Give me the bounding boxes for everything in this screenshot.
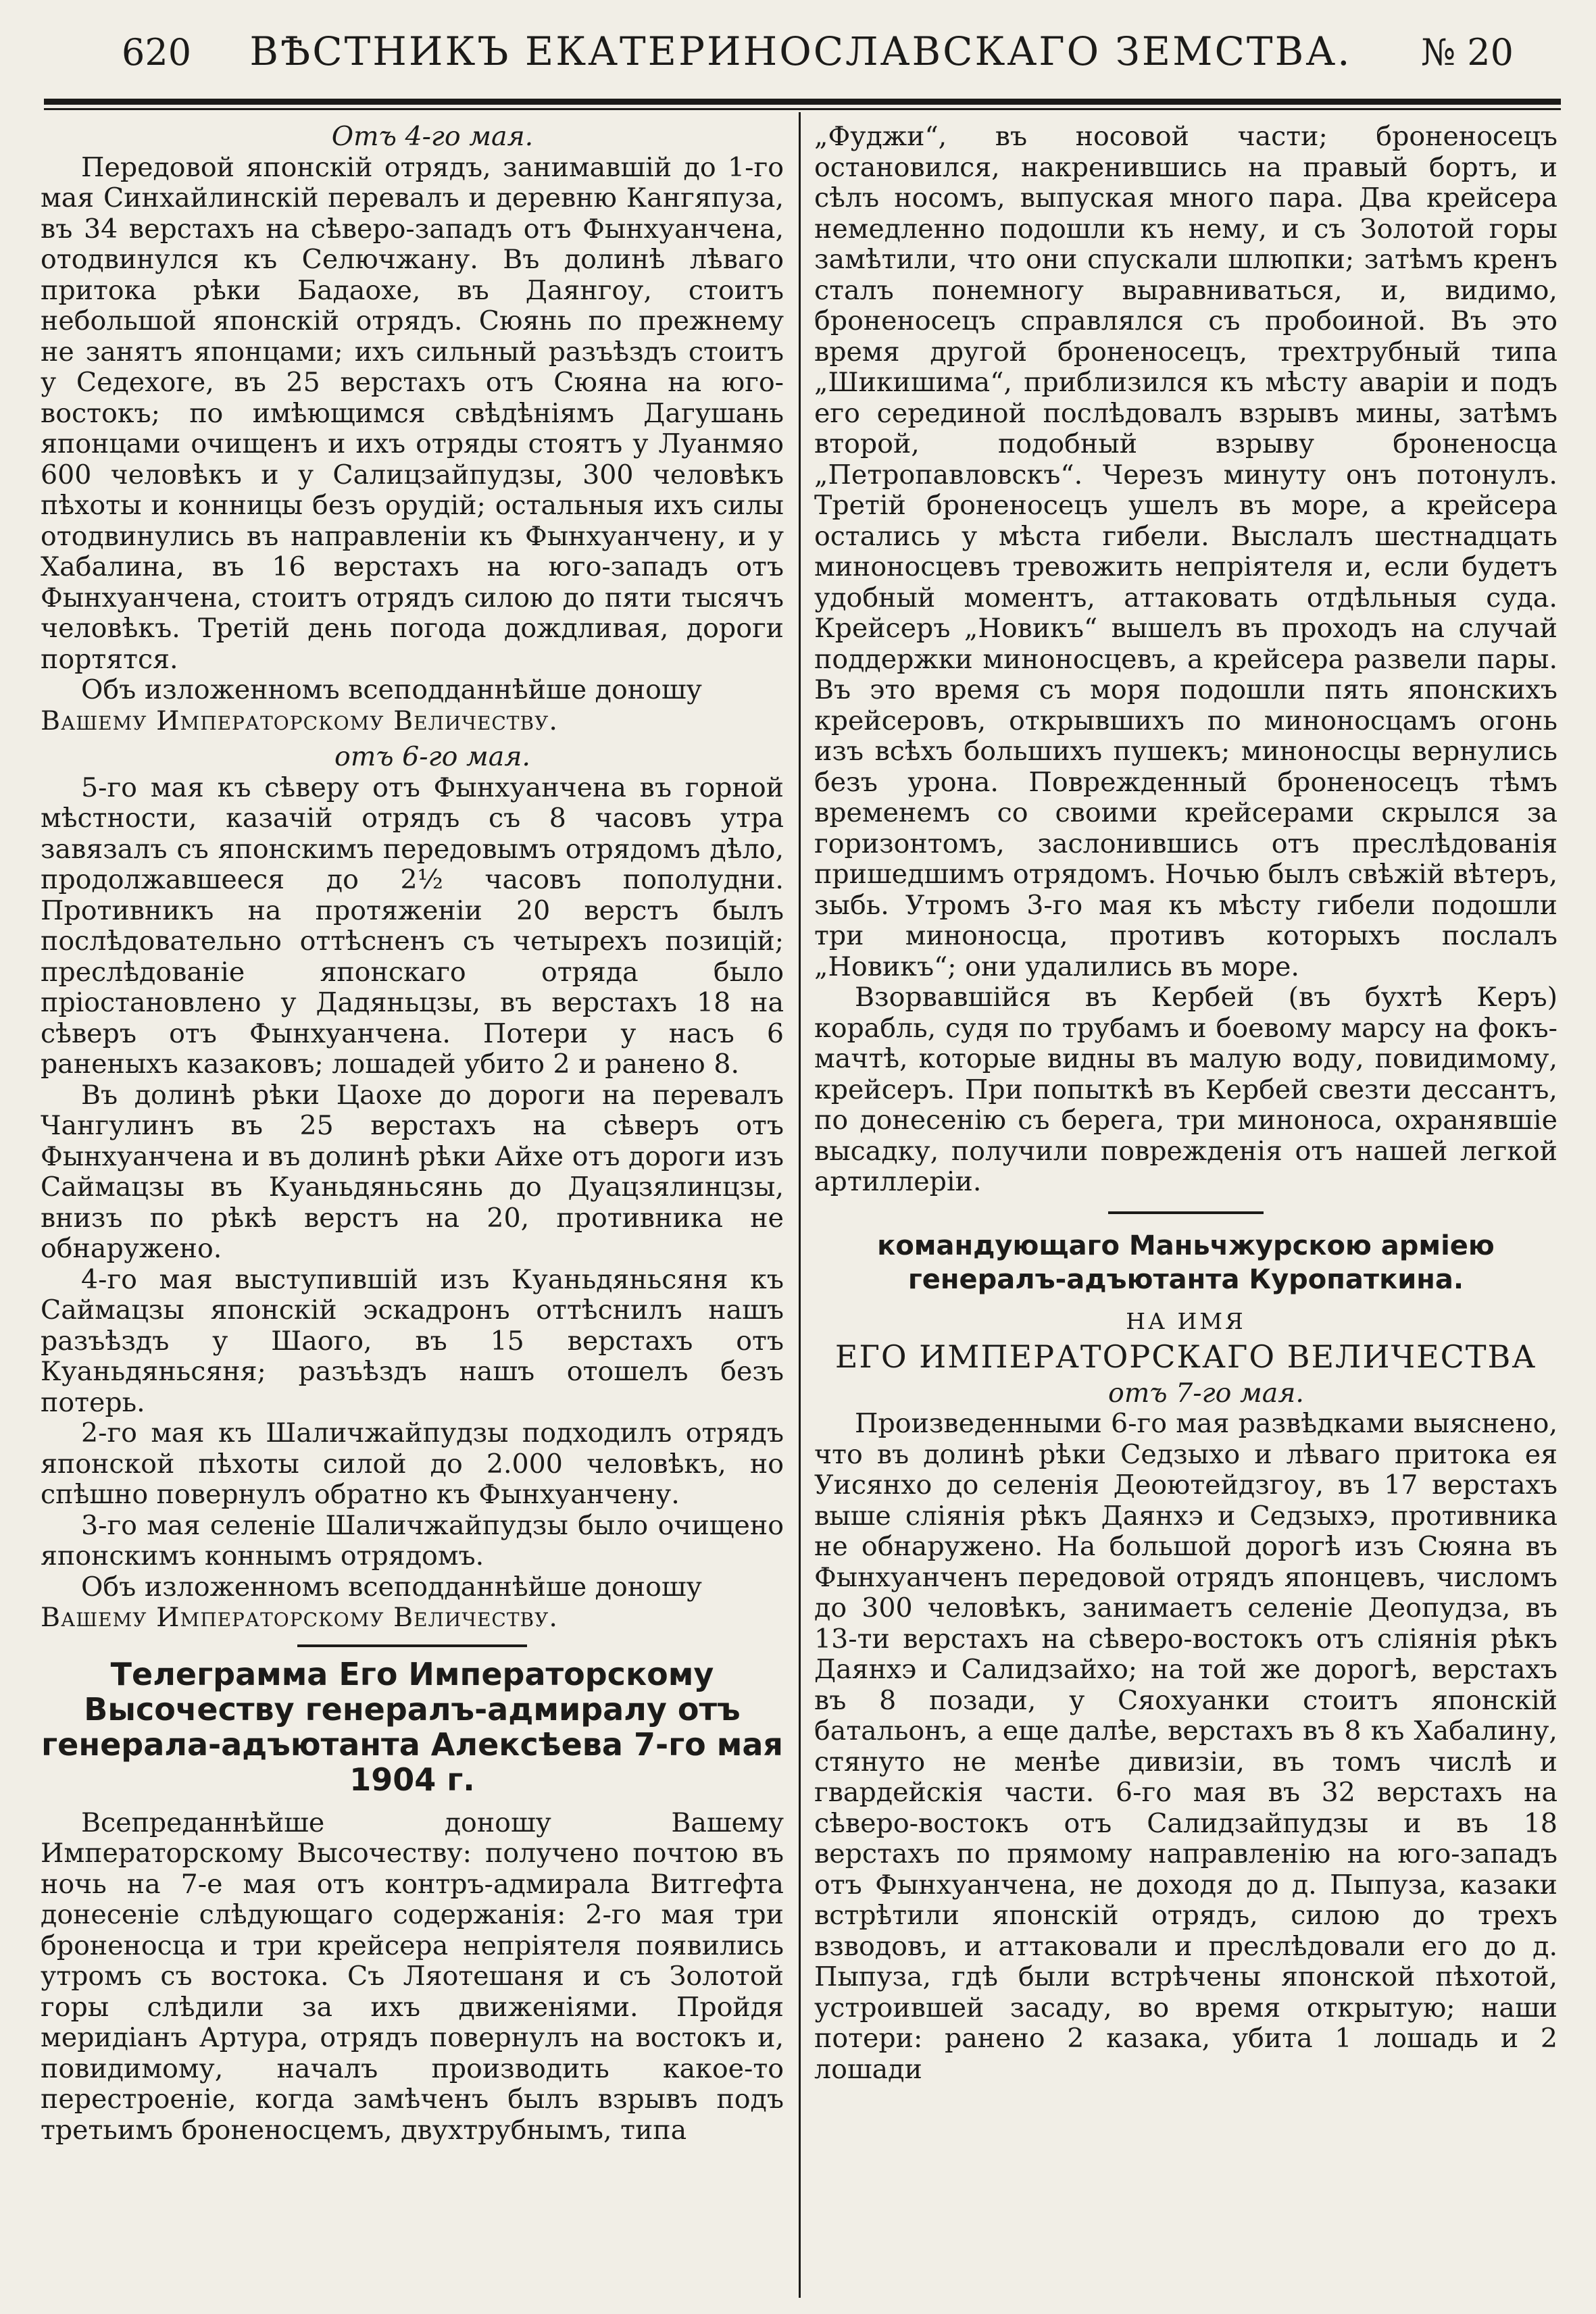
closing-line-1: Объ изложенномъ всеподданнѣйше доношу <box>81 674 702 705</box>
signature-majesty-2: Вашему Императорскому Величеству. <box>41 1602 558 1633</box>
date-may-4: Отъ 4-го мая. <box>331 121 534 152</box>
date-may-7: отъ 7-го мая. <box>1108 1377 1304 1409</box>
kuropatkin-heading: командующаго Маньчжурскою арміею генералъ-адъютанта Куропаткина. <box>877 1230 1495 1295</box>
section-separator <box>297 1644 527 1647</box>
column-divider <box>799 112 801 2298</box>
report-may-6-p4: 2-го мая къ Шаличжайпудзы подходилъ отрядъ японской пѣхоты силой до 2.000 человѣкъ, но спѣшно повернулъ обратно къ Фынхуанчену. <box>41 1417 784 1510</box>
report-may-6-p5: 3-го мая селеніе Шаличжайпудзы было очищено японскимъ коннымъ отрядомъ. <box>41 1509 784 1571</box>
date-may-6: отъ 6-го мая. <box>334 741 530 772</box>
signature-majesty-1: Вашему Императорскому Величеству. <box>41 705 558 736</box>
report-may-7: Произведенными 6-го мая развѣдками выяснено, что въ долинѣ рѣки Седзыхо и лѣваго притока ея Уисянхо до селенія Деоютейдзгоу, въ 17 верстахъ выше слiянія рѣкъ Даянхэ и Седзыхэ, противника не обнаружено. На большой дорогѣ изъ Сюяна въ Фынхуанченъ передовой отрядъ японцевъ, числомъ до 300 человѣкъ, занимаетъ селеніе Деопудза, въ 13-ти верстахъ на сѣверо-востокъ отъ слiянія рѣкъ Даянхэ и Салидзайхо; на той же дорогѣ, верстахъ въ 8 позади, у Сяохуанки стоитъ японскій батальонъ, а еще далѣе, верстахъ въ 8 къ Хабалину, стянуто не менѣе дивизіи, въ томъ числѣ и гвардейскія части. 6-го мая въ 32 верстахъ на сѣверо-востокъ отъ Салидзайпудзы и въ 18 верстахъ по прямому направленію на юго-западъ отъ Фынхуанчена, не доходя до д. Пыпуза, казаки встрѣтили японскій отрядъ, силою до трехъ взводовъ, и аттаковали и преслѣдовали его до д. Пыпуза, гдѣ были встрѣчены японской пѣхотой, устроившей засаду, во время открытую; наши потери: ранено 2 казака, убита 1 лошадь и 2 лошади <box>814 1408 1557 2085</box>
report-may-4: Передовой японскій отрядъ, занимавшій до 1-го мая Синхайлинскій перевалъ и деревню Кангяпуза, въ 34 верстахъ на сѣверо-западъ отъ Фынхуанчена, отодвинулся къ Селючжану. Въ долинѣ лѣваго притока рѣки Бадаохе, въ Даянгоу, стоитъ небольшой японскій отрядъ. Сюянь по прежнему не занятъ японцами; ихъ сильный разъѣздъ стоитъ у Седехоге, въ 25 верстахъ отъ Сюяна на юго-востокъ; по имѣющимся свѣдѣніямъ Дагушань японцами очищенъ и ихъ отряды стоятъ у Луанмяо 600 человѣкъ и у Салицзайпудзы, 300 человѣкъ пѣхоты и конницы безъ орудій; остальныя ихъ силы отодвинулись въ направленіи къ Фынхуанчену, и у Хабалина, въ 16 верстахъ на юго-западъ отъ Фынхуанчена, стоитъ отрядъ силою до пяти тысячъ человѣкъ. Третій день погода дождливая, дороги портятся. <box>41 151 784 675</box>
header-rule-thick <box>44 99 1561 105</box>
journal-title: ВѢСТНИКЪ ЕКАТЕРИНОСЛАВСКАГО ЗЕМСТВА. <box>249 28 1352 74</box>
issue-number: № 20 <box>1421 31 1514 74</box>
report-may-6-p3: 4-го мая выступившій изъ Куаньдяньсяня къ Саймацзы японскій эскадронъ оттѣснилъ нашъ разъѣздъ у Шаого, въ 15 верстахъ отъ Куаньдяньсяня; разъѣздъ нашъ отошелъ безъ потерь. <box>41 1263 784 1418</box>
telegram-text: Всепреданнѣйше доношу Вашему Императорскому Высочеству: получено почтою въ ночь на 7-е мая отъ контръ-адмирала Витгефта донесеніе слѣдующаго содержанія: 2-го мая три броненосца и три крейсера непріятеля появились утромъ съ востока. Съ Ляотешаня и съ Золотой горы слѣдили за ихъ движеніями. Пройдя меридіанъ Артура, отрядъ повернулъ на востокъ и, повидимому, началъ производить какое-то перестроеніе, когда замѣченъ былъ взрывъ подъ третьимъ броненосцемъ, двухтрубнымъ, типа <box>41 1807 784 2146</box>
right-column <box>814 122 1557 2085</box>
page-number: 620 <box>122 31 192 74</box>
left-column <box>41 122 784 2146</box>
header-rule-thin <box>44 108 1561 110</box>
addressee-majesty: ЕГО ИМПЕРАТОРСКАГО ВЕЛИЧЕСТВА <box>834 1338 1537 1375</box>
telegram-continued: „Фуджи“, въ носовой части; броненосецъ остановился, накренившись на правый бортъ, и сѣлъ носомъ, выпуская много пара. Два крейсера немедленно подошли къ нему, и съ Золотой горы замѣтили, что они спускали шлюпки; затѣмъ кренъ сталъ понемногу выравниваться, и, видимо, броненосецъ справлялся съ пробоиной. Въ это время другой броненосецъ, трехтрубный типа „Шикишима“, приблизился къ мѣсту аваріи и подъ его серединой послѣдовалъ взрывъ мины, затѣмъ второй, подобный взрыву броненосца „Петропавловскъ“. Черезъ минуту онъ потонулъ. Третій броненосецъ ушелъ въ море, а крейсера остались у мѣста гибели. Выслалъ шестнадцать миноносцевъ тревожить непріятеля и, если будетъ удобный моментъ, аттаковать отдѣльныя суда. Крейсеръ „Новикъ“ вышелъ въ проходъ на случай поддержки миноносцевъ, а крейсера развели пары. Въ это время съ моря подошли пять японскихъ крейсеровъ, открывшихъ по миноносцамъ огонь изъ всѣхъ большихъ пушекъ; миноносцы вернулись безъ урона. Поврежденный броненосецъ тѣмъ временемъ со своими крейсерами скрылся за горизонтомъ, заслонившись отъ преслѣдованія пришедшимъ отрядомъ. Ночью былъ свѣжій вѣтеръ, зыбь. Утромъ 3-го мая къ мѣсту гибели подошли три миноносца, противъ которыхъ послалъ „Новикъ“; они удалились въ море. <box>814 121 1557 982</box>
report-may-6-p1: 5-го мая къ сѣверу отъ Фынхуанчена въ горной мѣстности, казачій отрядъ съ 8 часовъ утра завязалъ съ японскимъ передовымъ отрядомъ дѣло, продолжавшееся до 2½ часовъ пополудни. Противникъ на протяженіи 20 верстъ былъ послѣдовательно оттѣсненъ съ четырехъ позицій; преслѣдованіе японскаго отряда было пріостановлено у Дадяньцзы, въ верстахъ 18 на сѣверъ отъ Фынхуанчена. Потери у насъ 6 раненыхъ казаковъ; лошадей убито 2 и ранено 8. <box>41 772 784 1080</box>
closing-line-2: Объ изложенномъ всеподданнѣйше доношу <box>81 1571 702 1603</box>
page-header <box>41 19 1561 93</box>
section-separator-right <box>1108 1211 1264 1214</box>
telegram-heading: Телеграмма Его Императорскому Высочеству генералъ-адмиралу отъ генерала-адъютанта Алексѣева 7-го мая 1904 г. <box>41 1655 783 1798</box>
telegram-kerbey: Взорвавшійся въ Кербей (въ бухтѣ Керъ) корабль, судя по трубамъ и боевому марсу на фокъ-мачтѣ, которые видны въ малую воду, повидимому, крейсеръ. При попыткѣ въ Кербей свезти дессантъ, по донесенію съ берега, три миноноса, охранявшіе высадку, получили поврежденія отъ нашей легкой артиллеріи. <box>814 982 1557 1197</box>
report-may-6-p2: Въ долинѣ рѣки Цаохе до дороги на перевалъ Чангулинъ въ 25 верстахъ на сѣверъ отъ Фынхуанчена и въ долинѣ рѣки Айхе отъ дороги изъ Саймацзы въ Куаньдяньсянь до Дуацзялинцзы, внизъ по рѣкѣ верстъ на 20, противника не обнаружено. <box>41 1079 784 1264</box>
addressee-label: НА ИМЯ <box>1126 1307 1246 1334</box>
